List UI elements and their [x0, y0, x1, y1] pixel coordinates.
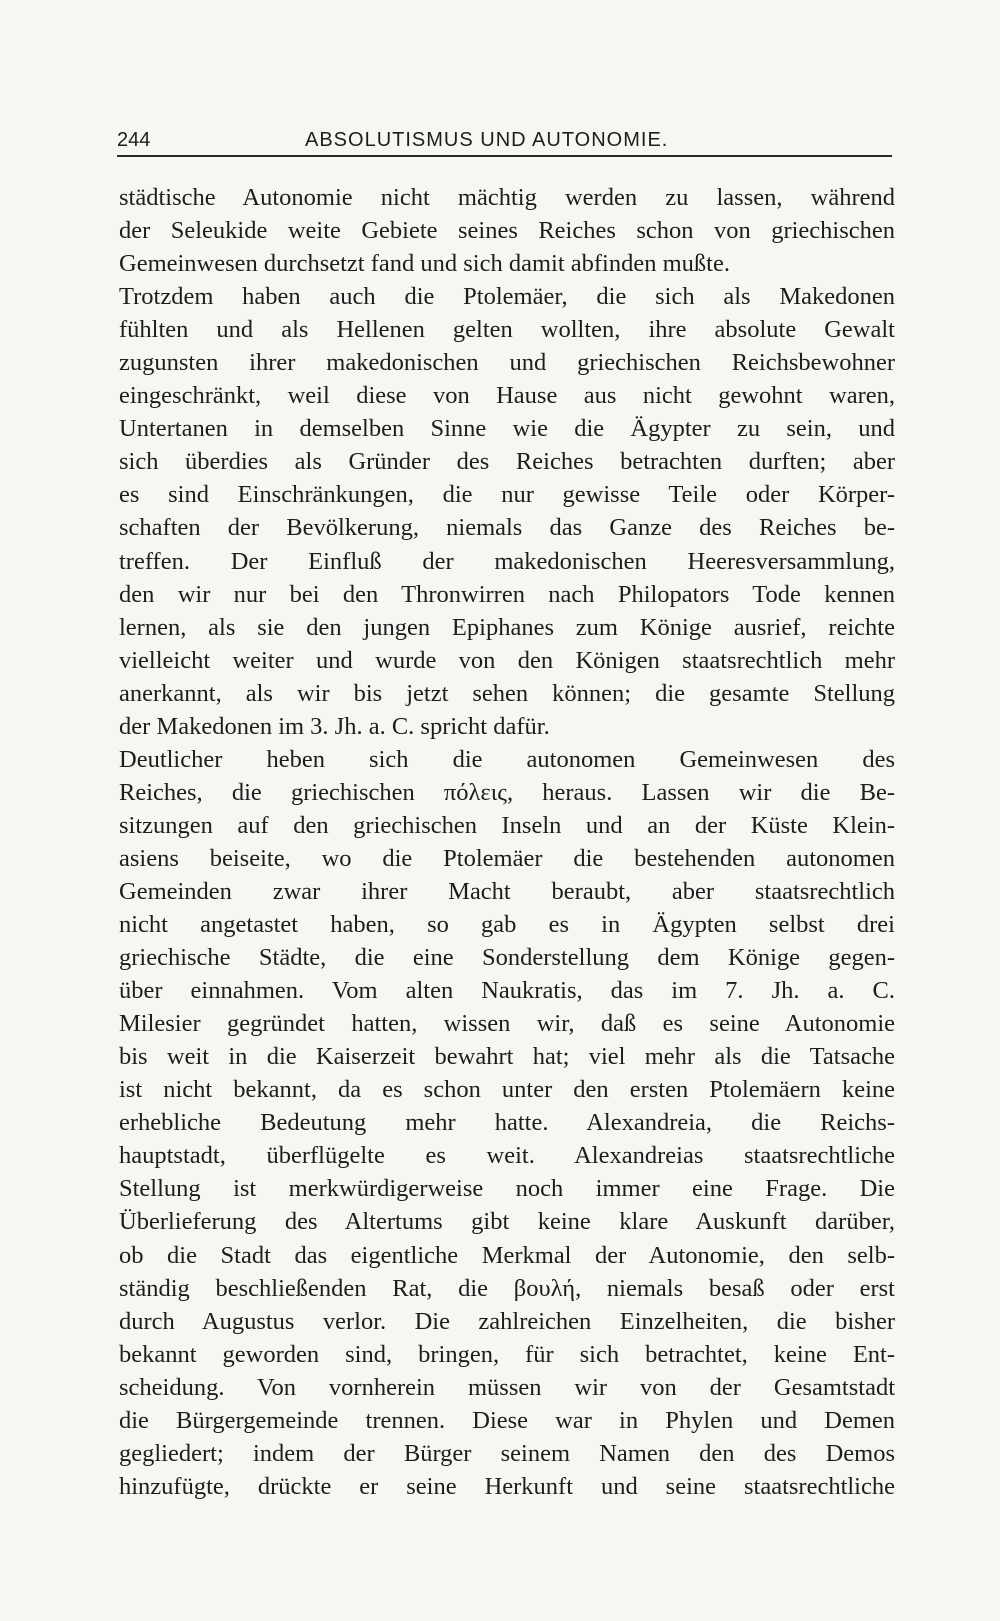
text-line: Stellung ist merkwürdigerweise noch immer eine Frage. Die	[119, 1175, 895, 1203]
text-line: nicht angetastet haben, so gab es in Ägypten selbst drei	[119, 911, 895, 939]
running-head: ABSOLUTISMUS UND AUTONOMIE.	[305, 129, 669, 151]
text-line: vielleicht weiter und wurde von den Königen staatsrechtlich mehr	[119, 646, 895, 674]
text-line: die Bürgergemeinde trennen. Diese war in Phylen und Demen	[119, 1406, 895, 1434]
text-line: über einnahmen. Vom alten Naukratis, das im 7. Jh. a. C.	[119, 977, 895, 1005]
text-line: Trotzdem haben auch die Ptolemäer, die sich als Makedonen	[119, 283, 895, 311]
text-line: Milesier gegründet hatten, wissen wir, daß es seine Autonomie	[119, 1010, 895, 1038]
page-number: 244	[117, 129, 151, 151]
text-line: ständig beschließenden Rat, die βουλή, niemals besaß oder erst	[119, 1274, 895, 1302]
text-line: ob die Stadt das eigentliche Merkmal der Autonomie, den selb-	[119, 1241, 895, 1269]
text-line: hauptstadt, überflügelte es weit. Alexandreias staatsrechtliche	[119, 1142, 895, 1170]
page-header	[117, 127, 892, 157]
text-line: Gemeinwesen durchsetzt fand und sich damit abfinden mußte.	[119, 250, 730, 278]
text-line: zugunsten ihrer makedonischen und griechischen Reichsbewohner	[119, 349, 895, 377]
text-line: lernen, als sie den jungen Epiphanes zum Könige ausrief, reichte	[119, 613, 895, 641]
text-line: Überlieferung des Altertums gibt keine klare Auskunft darüber,	[119, 1208, 895, 1236]
text-line: scheidung. Von vornherein müssen wir von der Gesamtstadt	[119, 1373, 895, 1401]
text-line: treffen. Der Einfluß der makedonischen Heeresversammlung,	[119, 547, 895, 575]
text-line: den wir nur bei den Thronwirren nach Philopators Tode kennen	[119, 580, 895, 608]
text-line: fühlten und als Hellenen gelten wollten, ihre absolute Gewalt	[119, 316, 895, 344]
text-line: bekannt geworden sind, bringen, für sich betrachtet, keine Ent-	[119, 1340, 895, 1368]
text-line: es sind Einschränkungen, die nur gewisse Teile oder Körper-	[119, 481, 895, 509]
text-line: Reiches, die griechischen πόλεις, heraus. Lassen wir die Be-	[119, 778, 895, 806]
text-line: anerkannt, als wir bis jetzt sehen können; die gesamte Stellung	[119, 679, 895, 707]
text-line: Untertanen in demselben Sinne wie die Ägypter zu sein, und	[119, 415, 895, 443]
text-line: sich überdies als Gründer des Reiches betrachten durften; aber	[119, 448, 895, 476]
text-line: ist nicht bekannt, da es schon unter den ersten Ptolemäern keine	[119, 1076, 895, 1104]
text-line: sitzungen auf den griechischen Inseln und an der Küste Klein-	[119, 811, 895, 839]
text-line: asiens beiseite, wo die Ptolemäer die bestehenden autonomen	[119, 844, 895, 872]
text-line: der Makedonen im 3. Jh. a. C. spricht dafür.	[119, 712, 550, 740]
text-line: der Seleukide weite Gebiete seines Reiches schon von griechischen	[119, 217, 895, 245]
text-line: bis weit in die Kaiserzeit bewahrt hat; viel mehr als die Tatsache	[119, 1043, 895, 1071]
text-line: hinzufügte, drückte er seine Herkunft und seine staatsrechtliche	[119, 1472, 895, 1500]
text-line: erhebliche Bedeutung mehr hatte. Alexandreia, die Reichs-	[119, 1109, 895, 1137]
body-text	[119, 181, 895, 1503]
text-line: Gemeinden zwar ihrer Macht beraubt, aber staatsrechtlich	[119, 877, 895, 905]
text-line: durch Augustus verlor. Die zahlreichen Einzelheiten, die bisher	[119, 1307, 895, 1335]
text-line: gegliedert; indem der Bürger seinem Namen den des Demos	[119, 1439, 895, 1467]
text-line: schaften der Bevölkerung, niemals das Ganze des Reiches be-	[119, 514, 895, 542]
text-line: griechische Städte, die eine Sonderstellung dem Könige gegen-	[119, 944, 895, 972]
text-line: eingeschränkt, weil diese von Hause aus nicht gewohnt waren,	[119, 382, 895, 410]
text-line: Deutlicher heben sich die autonomen Gemeinwesen des	[119, 745, 895, 773]
text-line: städtische Autonomie nicht mächtig werden zu lassen, während	[119, 184, 895, 211]
